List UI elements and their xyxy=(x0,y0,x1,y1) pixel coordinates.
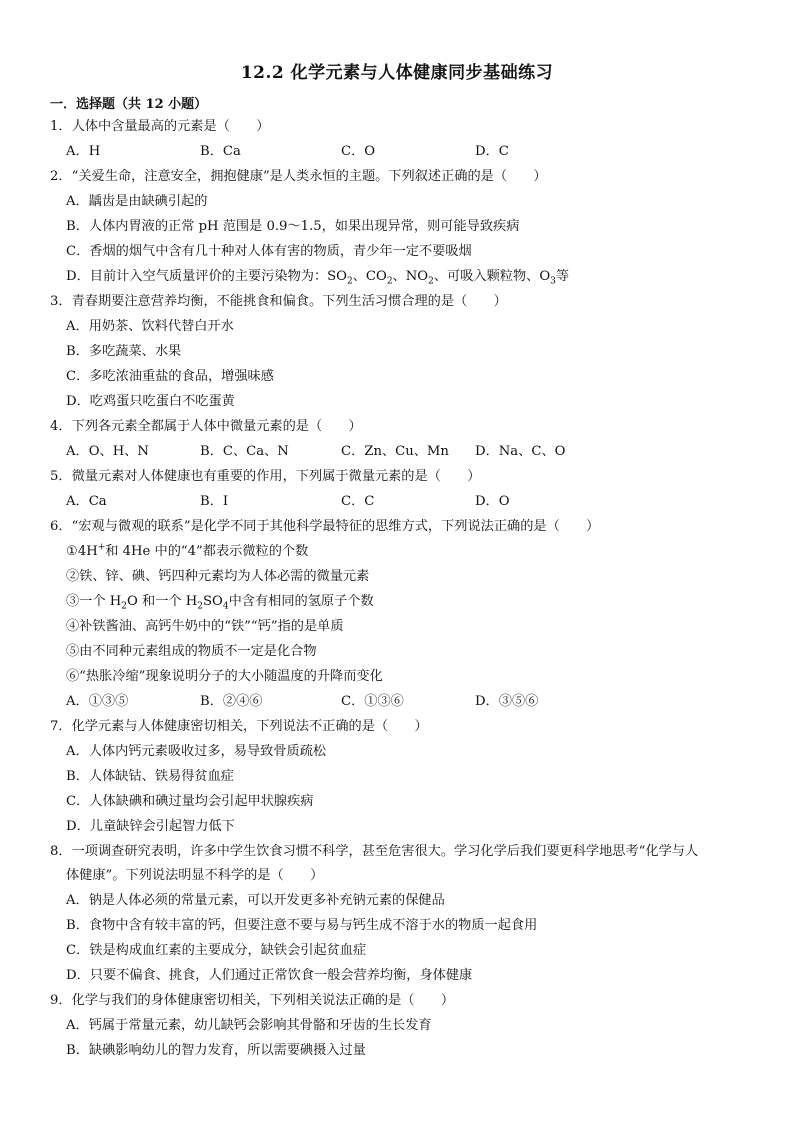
q6-statement-3: ③一个 $H_2O$ 和一个 $H_2SO_4$中含有相同的氢原子个数 xyxy=(66,594,374,612)
q3-option-a: A．用奶茶、饮料代替白开水 xyxy=(66,319,234,334)
q6-option-b: B．②④⑥ xyxy=(200,694,263,709)
question-9-stem: 9．化学与我们的身体健康密切相关，下列相关说法正确的是（ ） xyxy=(50,993,455,1008)
q6-option-d: D．③⑤⑥ xyxy=(475,694,539,709)
q2-option-c: C．香烟的烟气中含有几十种对人体有害的物质，青少年一定不要吸烟 xyxy=(66,244,472,259)
q6-statement-4: ④补铁酱油、高钙牛奶中的“铁”“钙”指的是单质 xyxy=(66,619,344,634)
q6-statement-1: ①4H+和 4He 中的“4”都表示微粒的个数 xyxy=(66,542,309,559)
q5-option-a: A．Ca xyxy=(66,494,107,509)
question-8-stem-line-2: 体健康”。下列说法明显不科学的是（ ） xyxy=(66,868,324,883)
q9-option-a: A．钙属于常量元素，幼儿缺钙会影响其骨骼和牙齿的生长发育 xyxy=(66,1018,432,1033)
q4-option-d: D．Na、C、O xyxy=(475,444,566,459)
q8-option-c: C．铁是构成血红素的主要成分，缺铁会引起贫血症 xyxy=(66,943,367,958)
q6-statement-2: ②铁、锌、碘、钙四种元素均为人体必需的微量元素 xyxy=(66,569,370,584)
question-1-stem: 1．人体中含量最高的元素是（ ） xyxy=(50,119,270,134)
q6-option-c: C．①③⑥ xyxy=(341,694,404,709)
q6-statement-5: ⑤由不同种元素组成的物质不一定是化合物 xyxy=(66,644,317,659)
q4-option-c: C．Zn、Cu、Mn xyxy=(341,444,449,459)
q5-option-d: D．O xyxy=(475,494,510,509)
question-7-stem: 7．化学元素与人体健康密切相关，下列说法不正确的是（ ） xyxy=(50,719,428,734)
q9-option-b: B．缺碘影响幼儿的智力发育，所以需要碘摄入过量 xyxy=(66,1043,366,1058)
question-5-stem: 5．微量元素对人体健康也有重要的作用，下列属于微量元素的是（ ） xyxy=(50,469,481,484)
q7-option-a: A．人体内钙元素吸收过多，易导致骨质疏松 xyxy=(66,744,327,759)
section-heading: 一．选择题（共 12 小题） xyxy=(50,97,208,112)
question-6-stem: 6．“宏观与微观的联系”是化学不同于其他科学最特征的思维方式，下列说法正确的是（ ） xyxy=(50,519,600,534)
q1-option-c: C．O xyxy=(341,144,376,159)
question-4-stem: 4．下列各元素全都属于人体中微量元素的是（ ） xyxy=(50,419,362,434)
q1-option-a: A．H xyxy=(66,144,101,159)
q2-option-d: D．目前计入空气质量评价的主要污染物为：$SO_2$、$CO_2$、$NO_2$、可吸入颗粒物、$O_3$等 xyxy=(66,269,570,287)
q8-option-a: A．钠是人体必须的常量元素，可以开发更多补充钠元素的保健品 xyxy=(66,893,445,908)
q1-option-d: D．C xyxy=(475,144,509,159)
question-2-stem: 2．“关爱生命，注意安全，拥抱健康”是人类永恒的主题。下列叙述正确的是（ ） xyxy=(50,169,547,184)
q2-option-a: A．龋齿是由缺碘引起的 xyxy=(66,194,208,209)
q3-option-b: B．多吃蔬菜、水果 xyxy=(66,344,182,359)
q7-option-c: C．人体缺碘和碘过量均会引起甲状腺疾病 xyxy=(66,794,314,809)
q7-option-d: D．儿童缺锌会引起智力低下 xyxy=(66,819,235,834)
q6-statement-6: ⑥“热胀冷缩”现象说明分子的大小随温度的升降而变化 xyxy=(66,669,383,684)
q3-option-d: D．吃鸡蛋只吃蛋白不吃蛋黄 xyxy=(66,394,235,409)
q4-option-a: A．O、H、N xyxy=(66,444,149,459)
q1-option-b: B．Ca xyxy=(200,144,241,159)
page-title: 12.2 化学元素与人体健康同步基础练习 xyxy=(240,63,554,83)
q6-option-a: A．①③⑤ xyxy=(66,694,129,709)
q7-option-b: B．人体缺钴、铁易得贫血症 xyxy=(66,769,234,784)
q5-option-b: B．I xyxy=(200,494,229,509)
q5-option-c: C．C xyxy=(341,494,375,509)
question-3-stem: 3．青春期要注意营养均衡，不能挑食和偏食。下列生活习惯合理的是（ ） xyxy=(50,294,507,309)
q8-option-d: D．只要不偏食、挑食，人们通过正常饮食一般会营养均衡，身体健康 xyxy=(66,968,473,983)
q8-option-b: B．食物中含有较丰富的钙，但要注意不要与易与钙生成不溶于水的物质一起食用 xyxy=(66,918,538,933)
q4-option-b: B．C、Ca、N xyxy=(200,444,289,459)
q3-option-c: C．多吃浓油重盐的食品，增强味感 xyxy=(66,369,274,384)
question-8-stem-line-1: 8．一项调查研究表明，许多中学生饮食习惯不科学，甚至危害很大。学习化学后我们要更科学地思考“化学与人 xyxy=(50,844,699,859)
q2-option-b: B．人体内胃液的正常 pH 范围是 0.9～1.5，如果出现异常，则可能导致疾病 xyxy=(66,219,520,234)
